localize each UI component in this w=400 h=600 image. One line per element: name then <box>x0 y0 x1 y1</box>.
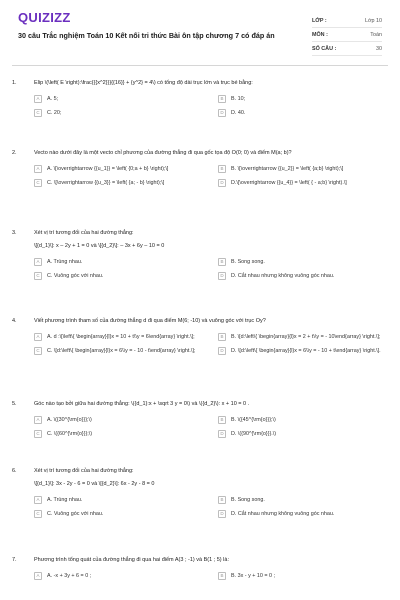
question-stem: Viết phương trình tham số của đường thẳng d đi qua điểm M(6; -10) và vuông góc với trục Oy? <box>34 318 266 324</box>
option-letter-box: C <box>34 272 42 280</box>
meta-value: Lớp 10 <box>364 17 382 24</box>
option-letter-box: D <box>218 179 226 187</box>
answer-option-b[interactable] <box>218 94 394 104</box>
option-text: A. 5; <box>47 95 59 102</box>
answer-option-b[interactable] <box>218 495 394 505</box>
option-text: B. 3x - y + 10 = 0 ; <box>231 572 276 579</box>
option-text: A. -x + 3y + 6 = 0 ; <box>47 572 92 579</box>
option-letter-box: D <box>218 430 226 438</box>
meta-label: MÔN : <box>312 31 328 38</box>
option-text: B. \({45^{\rm{o}}};\) <box>231 416 276 423</box>
option-letter-box: C <box>34 109 42 117</box>
option-letter-box: A <box>34 258 42 266</box>
option-letter-box: C <box>34 347 42 355</box>
answer-option-c[interactable] <box>34 429 214 439</box>
question-equations: \[{d_1}\]: x – 2y + 1 = 0 và \[{d_2}\]: – 3x + 6y – 10 = 0 <box>34 243 165 249</box>
option-text: A. \({30^{\rm{o}}};\) <box>47 416 92 423</box>
answer-option-d[interactable] <box>218 346 394 356</box>
option-letter-box: C <box>34 430 42 438</box>
question-stem: Xét vị trí tương đối của hai đường thẳng: <box>34 468 134 474</box>
option-letter-box: A <box>34 416 42 424</box>
question-stem: Phương trình tổng quát của đường thẳng đi qua hai điểm A(3 ; -1) và B(1 ; 5) là: <box>34 557 229 563</box>
answer-option-c[interactable] <box>34 509 214 519</box>
meta-label: LỚP : <box>312 17 327 24</box>
meta-row-count <box>312 42 382 56</box>
option-text: C. \[d:\left\{ \begin{array}{l}x = 6\\y = - 10 - t\end{array} \right.\]; <box>47 347 196 354</box>
meta-table <box>312 14 382 56</box>
question-5 <box>12 401 388 439</box>
option-letter-box: C <box>34 179 42 187</box>
option-text: D. \({90^{\rm{o}}}.\) <box>231 430 277 437</box>
meta-value: 30 <box>376 45 382 52</box>
question-3 <box>12 230 388 281</box>
option-text: A. Trùng nhau. <box>47 496 83 503</box>
answer-options <box>34 164 388 188</box>
question-number: 4. <box>12 318 17 324</box>
option-text: B. \[\overrightarrow {{u_2}} = \left( {a;b} \right);\] <box>231 165 344 172</box>
option-letter-box: B <box>218 165 226 173</box>
option-text: A. d :\[\left\{ \begin{array}{l}x = 10 + t\\y = 6\end{array} \right.\]; <box>47 333 195 340</box>
answer-option-a[interactable] <box>34 164 214 174</box>
option-text: C. Vuông góc với nhau. <box>47 510 104 517</box>
option-text: D. Cắt nhau nhưng không vuông góc nhau. <box>231 272 335 279</box>
answer-option-b[interactable] <box>218 164 394 174</box>
question-4 <box>12 318 388 356</box>
option-letter-box: D <box>218 347 226 355</box>
option-text: B. Song song. <box>231 496 265 503</box>
question-stem: Elip \(\left( E \right):\frac{{{x^2}}}{{16}} + {y^2} = 4\) có tổng độ dài trục lớn và trục bé bằng: <box>34 80 253 86</box>
meta-value: Toán <box>370 31 382 38</box>
question-number: 3. <box>12 230 17 236</box>
option-text: C. \({60^{\rm{o}}};\) <box>47 430 93 437</box>
option-text: D.\[\overrightarrow {{u_4}} = \left( { - a;b} \right).\] <box>231 179 347 186</box>
answer-option-a[interactable] <box>34 257 214 267</box>
worksheet-header <box>12 0 388 66</box>
answer-option-a[interactable] <box>34 415 214 425</box>
option-letter-box: A <box>34 95 42 103</box>
meta-row-subject <box>312 28 382 42</box>
answer-options <box>34 257 388 281</box>
question-6 <box>12 468 388 519</box>
option-letter-box: D <box>218 510 226 518</box>
question-number: 5. <box>12 401 17 407</box>
option-text: C. \[\overrightarrow {{u_3}} = \left( {a; - b} \right);\] <box>47 179 165 186</box>
answer-option-d[interactable] <box>218 108 394 118</box>
option-letter-box: B <box>218 95 226 103</box>
question-number: 7. <box>12 557 17 563</box>
answer-options <box>34 415 388 439</box>
answer-options <box>34 495 388 519</box>
answer-options <box>34 571 388 581</box>
question-stem: Vecto nào dưới đây là một vecto chỉ phương của đường thẳng đi qua gốc tọa độ O(0; 0) và điểm M(a; b)? <box>34 150 292 156</box>
answer-option-b[interactable] <box>218 415 394 425</box>
option-letter-box: B <box>218 416 226 424</box>
answer-option-d[interactable] <box>218 429 394 439</box>
question-stem: Xét vị trí tương đối của hai đường thẳng: <box>34 230 134 236</box>
answer-option-b[interactable] <box>218 571 394 581</box>
option-text: B. 10; <box>231 95 246 102</box>
option-text: B. Song song. <box>231 258 265 265</box>
answer-option-a[interactable] <box>34 332 214 342</box>
answer-options <box>34 94 388 118</box>
answer-options <box>34 332 388 356</box>
option-text: D. 40. <box>231 109 246 116</box>
option-letter-box: A <box>34 165 42 173</box>
question-number: 1. <box>12 80 17 86</box>
option-text: B. \[d:\left\{ \begin{array}{l}x = 2 + t\\y = - 10\end{array} \right.\]; <box>231 333 381 340</box>
option-text: D. \[d:\left\{ \begin{array}{l}x = 6\\y = - 10 + t\end{array} \right.\]. <box>231 347 381 354</box>
option-letter-box: A <box>34 572 42 580</box>
option-letter-box: A <box>34 496 42 504</box>
answer-option-a[interactable] <box>34 571 214 581</box>
question-2 <box>12 150 388 188</box>
question-number: 6. <box>12 468 17 474</box>
page-title: 30 câu Trắc nghiệm Toán 10 Kết nối tri thức Bài ôn tập chương 7 có đáp án <box>18 31 275 40</box>
answer-option-a[interactable] <box>34 495 214 505</box>
option-text: C. 20; <box>47 109 62 116</box>
answer-option-d[interactable] <box>218 509 394 519</box>
quizizz-logo: QUIZIZZ <box>18 10 71 25</box>
question-1 <box>12 80 388 118</box>
option-letter-box: B <box>218 496 226 504</box>
question-equations: \[{d_1}\]: 3x - 2y - 6 = 0 và \[{d_2}\]: 6x - 2y - 8 = 0 <box>34 481 155 487</box>
answer-option-b[interactable] <box>218 332 394 342</box>
option-letter-box: A <box>34 333 42 341</box>
option-text: D. Cắt nhau nhưng không vuông góc nhau. <box>231 510 335 517</box>
answer-option-b[interactable] <box>218 257 394 267</box>
answer-option-c[interactable] <box>34 271 214 281</box>
option-text: C. Vuông góc với nhau. <box>47 272 104 279</box>
option-letter-box: D <box>218 109 226 117</box>
meta-row-class <box>312 14 382 28</box>
question-7 <box>12 557 388 581</box>
option-letter-box: B <box>218 258 226 266</box>
answer-option-c[interactable] <box>34 346 214 356</box>
option-text: A. \[\overrightarrow {{u_1}} = \left( {0;a + b} \right);\] <box>47 165 169 172</box>
question-number: 2. <box>12 150 17 156</box>
option-letter-box: B <box>218 572 226 580</box>
option-letter-box: D <box>218 272 226 280</box>
question-stem: Góc nào tạo bởi giữa hai đường thẳng: \({d_1}:x + \sqrt 3 y = 0\) và \({d_2}\): x + 10 = 0 . <box>34 401 250 407</box>
answer-option-c[interactable] <box>34 178 214 188</box>
meta-label: SỐ CÂU : <box>312 45 337 52</box>
option-text: A. Trùng nhau. <box>47 258 83 265</box>
answer-option-d[interactable] <box>218 178 394 188</box>
answer-option-d[interactable] <box>218 271 394 281</box>
option-letter-box: B <box>218 333 226 341</box>
answer-option-c[interactable] <box>34 108 214 118</box>
answer-option-a[interactable] <box>34 94 214 104</box>
option-letter-box: C <box>34 510 42 518</box>
